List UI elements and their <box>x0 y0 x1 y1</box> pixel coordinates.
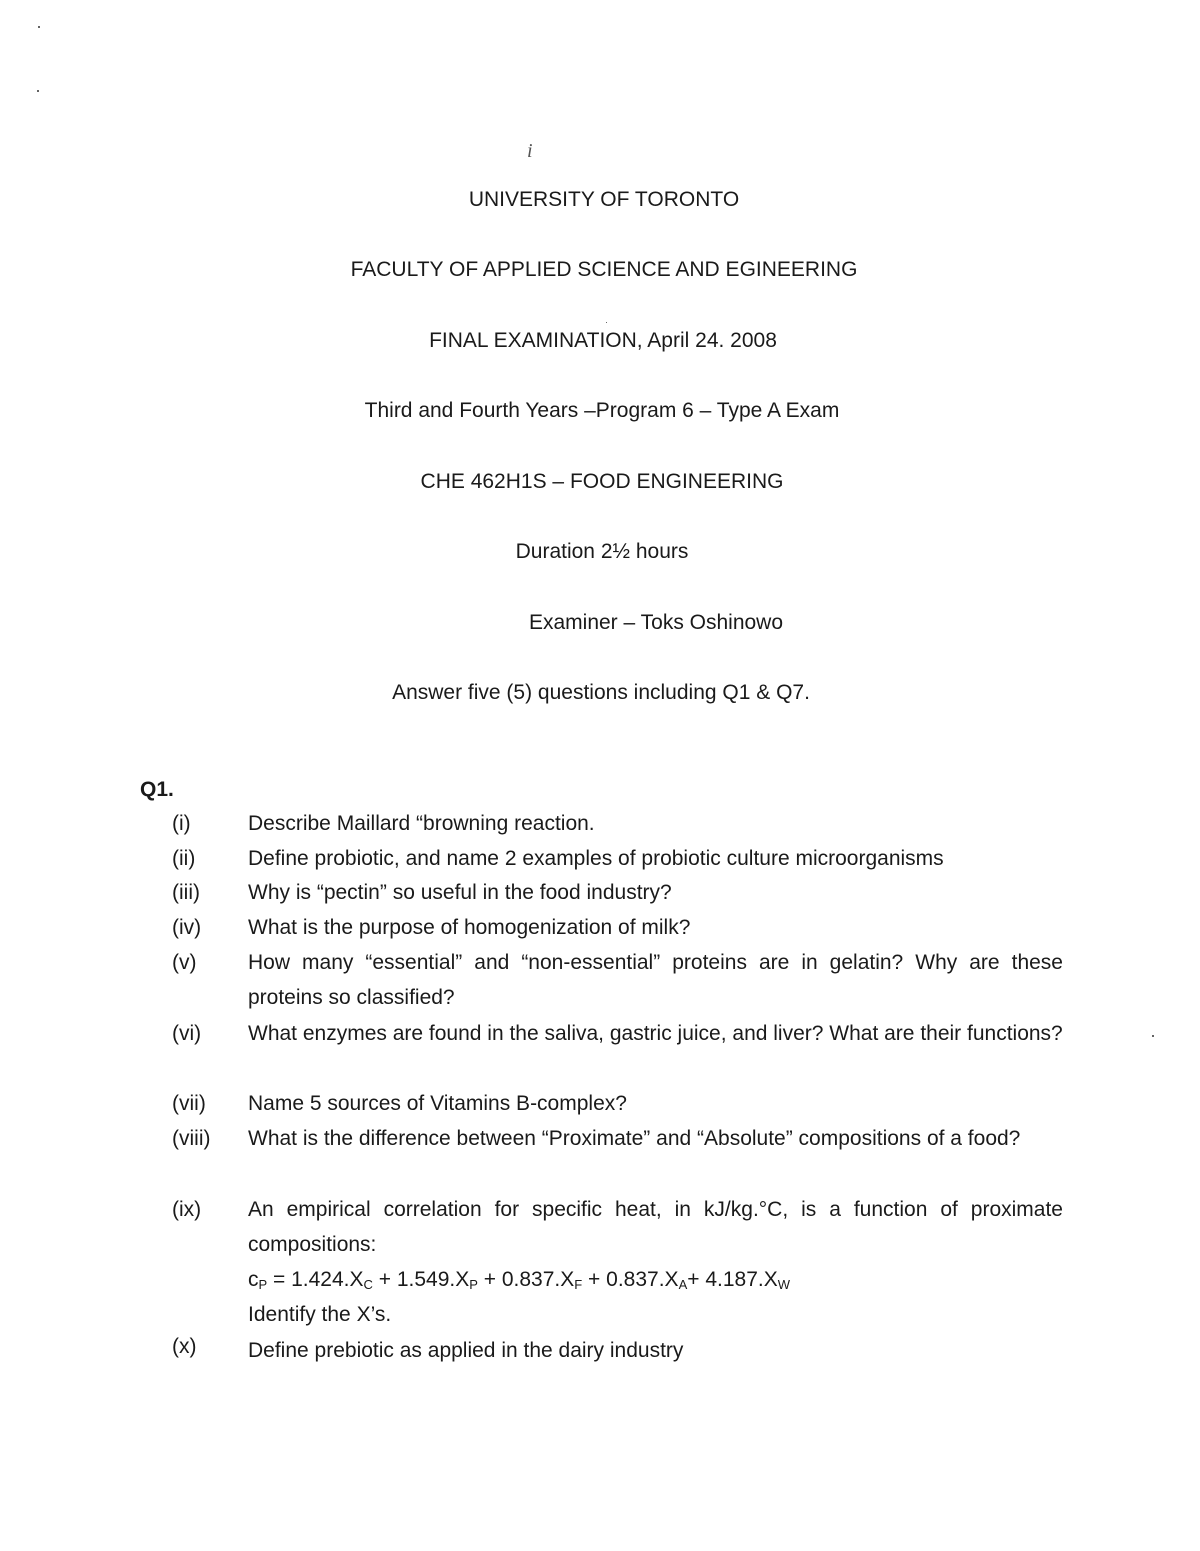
item-text: What enzymes are found in the saliva, gastric juice, and liver? What are their functions? <box>248 1022 1063 1045</box>
item-body <box>248 1192 1063 1332</box>
eq-op: + <box>372 1268 397 1291</box>
scan-speck <box>1152 1035 1154 1037</box>
eq-op: + <box>687 1268 706 1291</box>
specific-heat-equation <box>248 1262 1063 1297</box>
item-number: (x) <box>172 1335 197 1358</box>
eq-term-sub: W <box>777 1277 791 1292</box>
eq-term: 0.837.X <box>606 1268 679 1291</box>
eq-lhs: c <box>248 1268 259 1291</box>
item-text: Define probiotic, and name 2 examples of probiotic culture microorganisms <box>248 847 944 870</box>
eq-term-sub: F <box>574 1277 583 1292</box>
eq-op: + <box>477 1268 502 1291</box>
university-name: UNIVERSITY OF TORONTO <box>468 188 740 211</box>
page-mark: i <box>527 140 533 162</box>
item-followup: Identify the X’s. <box>248 1303 392 1326</box>
item-text: Why is “pectin” so useful in the food industry? <box>248 881 672 904</box>
item-text: What is the purpose of homogenization of milk? <box>248 916 691 939</box>
instructions-line: Answer five (5) questions including Q1 & Q7. <box>392 681 810 704</box>
eq-term-sub: C <box>363 1277 373 1292</box>
item-text: Describe Maillard “browning reaction. <box>248 812 595 835</box>
eq-term: 4.187.X <box>705 1268 778 1291</box>
faculty-name: FACULTY OF APPLIED SCIENCE AND EGINEERING <box>350 258 858 281</box>
eq-term: 1.424.X <box>291 1268 364 1291</box>
eq-lhs-sub: P <box>258 1277 268 1292</box>
item-number: (viii) <box>172 1127 211 1150</box>
item-number: (ii) <box>172 847 196 870</box>
scan-speck <box>37 90 39 92</box>
scan-speck <box>38 26 40 28</box>
scan-speck <box>606 322 607 323</box>
question-label: Q1. <box>140 778 174 801</box>
course-title: CHE 462H1S – FOOD ENGINEERING <box>420 470 784 493</box>
eq-term: 0.837.X <box>501 1268 575 1291</box>
exam-title: FINAL EXAMINATION, April 24. 2008 <box>429 329 777 352</box>
item-number: (v) <box>172 951 197 974</box>
item-number: (iii) <box>172 881 200 904</box>
program-line: Third and Fourth Years –Program 6 – Type A Exam <box>364 399 840 422</box>
item-number: (ix) <box>172 1198 202 1221</box>
item-text: Name 5 sources of Vitamins B-complex? <box>248 1092 627 1115</box>
eq-op: + <box>582 1268 607 1291</box>
eq-term-sub: P <box>469 1277 478 1292</box>
item-text: What is the difference between “Proximate” and “Absolute” compositions of a food? <box>248 1127 1021 1150</box>
eq-term: 1.549.X <box>396 1268 470 1291</box>
item-text: How many “essential” and “non-essential” proteins are in gelatin? Why are these proteins so classified? <box>248 951 1063 1009</box>
item-text: Define prebiotic as applied in the dairy industry <box>248 1339 684 1362</box>
item-number: (vii) <box>172 1092 206 1115</box>
eq-term-sub: A <box>678 1277 688 1292</box>
item-text: An empirical correlation for specific heat, in kJ/kg.°C, is a function of proximate compositions: <box>248 1198 1063 1256</box>
item-number: (i) <box>172 812 191 835</box>
item-number: (vi) <box>172 1022 202 1045</box>
duration-line: Duration 2½ hours <box>515 540 689 563</box>
eq-equals: = <box>267 1268 292 1291</box>
examiner-line: Examiner – Toks Oshinowo <box>528 611 784 634</box>
item-number: (iv) <box>172 916 202 939</box>
